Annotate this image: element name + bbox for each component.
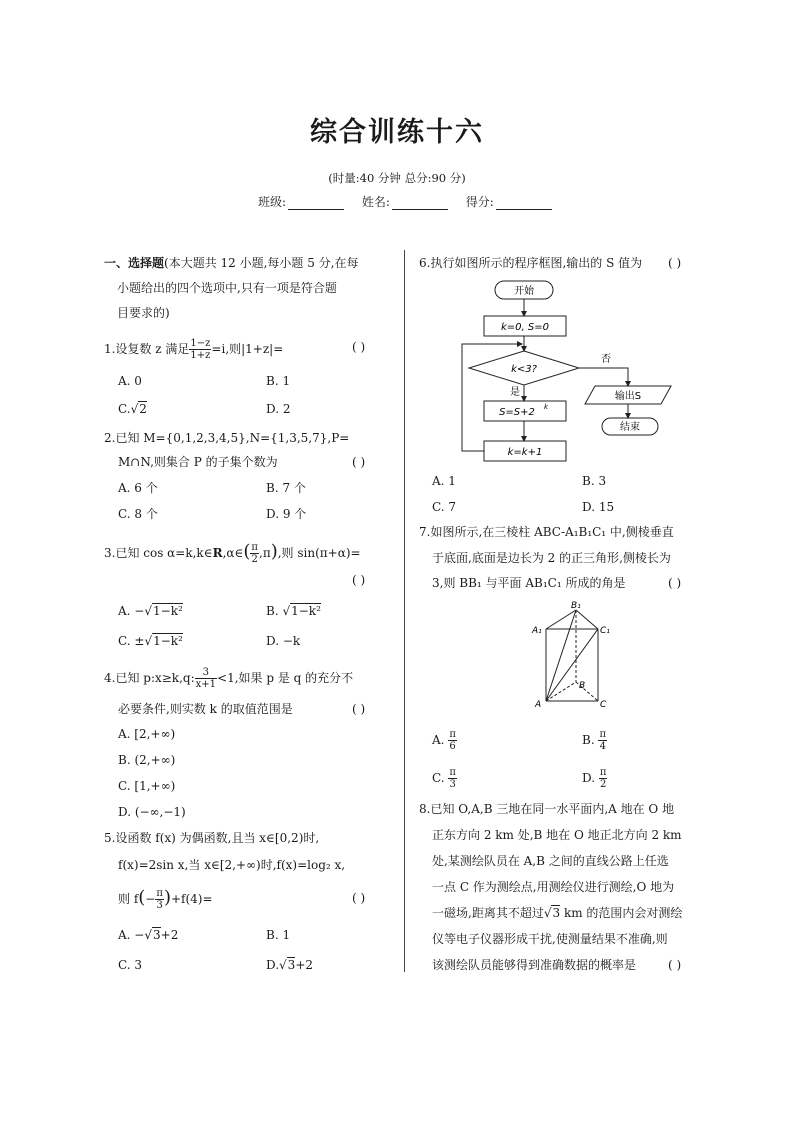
- q4-numerator: 3: [195, 667, 217, 679]
- q6-option-c: C. 7: [432, 500, 457, 514]
- q7-c-den: 3: [449, 779, 456, 790]
- q4-text-a: 4.已知 p:x≥k,q:: [104, 671, 195, 685]
- q2-answer-paren: ( ): [352, 455, 366, 469]
- q3-answer-paren: ( ): [352, 573, 366, 587]
- q7-d-den: 2: [599, 779, 607, 790]
- q7-c-prefix: C.: [432, 771, 445, 785]
- fc-start-label: 开始: [514, 286, 534, 297]
- section-intro-2: 小题给出的四个选项中,只有一项是符合题: [117, 281, 337, 295]
- class-label: 班级:: [258, 195, 287, 209]
- q2-option-a: A. 6 个: [118, 481, 158, 495]
- q6-flowchart: [455, 278, 695, 470]
- q8-line-6: 仪等电子仪器形成干扰,使测量结果不准确,则: [432, 932, 668, 946]
- fc-no-label: 否: [601, 354, 611, 365]
- q7-b-prefix: B.: [582, 733, 595, 747]
- q5-line-2: f(x)=2sin x,当 x∈[2,+∞)时,f(x)=log₂ x,: [118, 858, 346, 872]
- q5-fraction: [155, 888, 164, 911]
- fc-increment-label: k=k+1: [507, 447, 543, 458]
- q3-b-prefix: B.: [266, 604, 283, 618]
- q7-c-fraction: [448, 767, 457, 790]
- q5-text-b: +f(4)=: [170, 892, 213, 906]
- page-title: 综合训练十六: [310, 117, 484, 148]
- q6-option-b: B. 3: [582, 474, 607, 488]
- q5-text-a: 则 f: [118, 892, 139, 906]
- q8-line-7: 该测绘队员能够得到准确数据的概率是: [432, 958, 637, 972]
- q3-text-a: 3.已知 cos α=k,k∈: [104, 546, 213, 560]
- score-label: 得分:: [465, 195, 494, 209]
- q1-c-prefix: C.: [118, 402, 131, 416]
- q1-answer-paren: ( ): [352, 340, 366, 354]
- q4-option-b: B. (2,+∞): [118, 753, 176, 767]
- q3-numerator: π: [251, 542, 258, 553]
- q5-d-prefix: D.: [266, 958, 280, 972]
- column-divider: [404, 250, 405, 972]
- q3-option-b: B. √1−k²: [266, 604, 321, 618]
- q1-text-a: 1.设复数 z 满足: [104, 342, 190, 356]
- class-blank: [288, 197, 344, 210]
- q6-line-1: 6.执行如图所示的程序框图,输出的 S 值为: [419, 256, 643, 270]
- q7-answer-paren: ( ): [668, 576, 682, 590]
- q5-option-c: C. 3: [118, 958, 143, 972]
- q5-numerator: π: [156, 888, 163, 899]
- q4-option-d: D. (−∞,−1): [118, 805, 186, 819]
- q7-d-fraction: [599, 767, 608, 790]
- q5-a-radicand: 3: [153, 928, 161, 942]
- q3-stem: [104, 542, 361, 565]
- label-b1: B₁: [571, 601, 581, 611]
- q4-denominator: x+1: [195, 679, 217, 690]
- q7-d-num: π: [599, 767, 607, 778]
- q7-b-num: π: [599, 729, 607, 740]
- section-heading-line: [104, 256, 359, 270]
- q3-lparen: (: [243, 541, 251, 562]
- q8-l5-radicand: 3: [552, 906, 561, 920]
- q5-d-radicand: 3: [287, 958, 296, 972]
- q4-stem: [104, 667, 353, 690]
- score-blank: [496, 197, 552, 210]
- label-b: B: [579, 681, 586, 691]
- q4-fraction: [195, 667, 217, 690]
- q6-option-a: A. 1: [432, 474, 456, 488]
- q6-answer-paren: ( ): [668, 256, 682, 270]
- q7-a-num: π: [449, 729, 456, 740]
- q5-line-1: 5.设函数 f(x) 为偶函数,且当 x∈[0,2)时,: [104, 831, 320, 845]
- q5-rparen: ): [163, 887, 171, 908]
- q4-option-c: C. [1,+∞): [118, 779, 176, 793]
- q7-d-prefix: D.: [582, 771, 596, 785]
- q1-c-radicand: 2: [139, 402, 147, 416]
- q1-option-c: C.√2: [118, 402, 147, 416]
- q2-option-b: B. 7 个: [266, 481, 306, 495]
- q3-option-d: D. −k: [266, 634, 301, 648]
- q3-denominator: 2: [251, 554, 258, 565]
- q8-line-1: 8.已知 O,A,B 三地在同一水平面内,A 地在 O 地: [419, 802, 675, 816]
- q1-fraction: [189, 338, 211, 361]
- q7-option-a: [432, 729, 457, 752]
- q8-l5-b: km 的范围内会对测绘: [560, 906, 683, 920]
- name-blank: [392, 197, 448, 210]
- q6-option-d: D. 15: [582, 500, 615, 514]
- q4-option-a: A. [2,+∞): [118, 727, 176, 741]
- q5-option-d: D.√3+2: [266, 958, 314, 972]
- q7-a-den: 6: [449, 741, 456, 752]
- fc-end-label: 结束: [620, 422, 640, 433]
- q8-l5-a: 一磁场,距离其不超过: [432, 906, 544, 920]
- q3-text-d: ,则 sin(π+α)=: [277, 546, 361, 560]
- q3-b-radicand: 1−k²: [291, 604, 321, 618]
- q4-text-b: <1,如果 p 是 q 的充分不: [217, 671, 354, 685]
- q8-answer-paren: ( ): [668, 958, 682, 972]
- q3-option-c: C. ±√1−k²: [118, 634, 183, 648]
- label-c: C: [600, 700, 607, 710]
- q3-option-a: A. −√1−k²: [118, 604, 183, 618]
- q5-minus: −: [145, 892, 156, 906]
- q8-line-4: 一点 C 作为测绘点,用测绘仪进行测绘,O 地为: [432, 880, 675, 894]
- label-a1: A₁: [532, 626, 542, 636]
- q7-a-prefix: A.: [432, 733, 445, 747]
- q3-text-c: ,π: [259, 546, 271, 560]
- q7-b-den: 4: [599, 741, 606, 752]
- section-heading: 一、选择题: [104, 256, 165, 270]
- q1-text-b: =i,则|1+z|=: [211, 342, 284, 356]
- fc-init-label: k=0, S=0: [501, 322, 549, 333]
- q5-answer-paren: ( ): [352, 891, 366, 905]
- q7-option-b: [582, 729, 607, 752]
- exam-info: (时量:40 分钟 总分:90 分): [328, 171, 466, 185]
- q1-option-b: B. 1: [266, 374, 291, 388]
- q2-option-d: D. 9 个: [266, 507, 307, 521]
- fc-update-label: S=S+2: [499, 407, 535, 418]
- q3-a-radicand: 1−k²: [153, 604, 183, 618]
- q1-stem: [104, 338, 283, 361]
- q4-answer-paren: ( ): [352, 702, 366, 716]
- label-c1: C₁: [600, 626, 610, 636]
- student-fields: [258, 193, 552, 210]
- q7-option-d: [582, 767, 607, 790]
- q7-option-c: [432, 767, 457, 790]
- q4-line-2: 必要条件,则实数 k 的取值范围是: [118, 702, 293, 716]
- section-intro-1: (本大题共 12 小题,每小题 5 分,在每: [164, 256, 359, 270]
- q5-option-a: A. −√3+2: [118, 928, 179, 942]
- q2-option-c: C. 8 个: [118, 507, 158, 521]
- q5-denominator: 3: [156, 900, 163, 911]
- q5-option-b: B. 1: [266, 928, 291, 942]
- section-intro-3: 目要求的): [117, 306, 170, 320]
- q5-line-3: [118, 888, 213, 911]
- q5-d-suffix: +2: [295, 958, 314, 972]
- q1-denominator: 1+z: [190, 350, 211, 361]
- q7-c-num: π: [449, 767, 456, 778]
- q7-line-1: 7.如图所示,在三棱柱 ABC-A₁B₁C₁ 中,侧棱垂直: [419, 525, 674, 539]
- q5-a-suffix: +2: [160, 928, 179, 942]
- fc-output-label: 输出S: [614, 391, 642, 402]
- q8-line-5: 一磁场,距离其不超过√3 km 的范围内会对测绘: [432, 906, 683, 920]
- q1-option-d: D. 2: [266, 402, 291, 416]
- q1-numerator: 1−z: [190, 338, 211, 349]
- q7-line-3: 3,则 BB₁ 与平面 AB₁C₁ 所成的角是: [432, 576, 626, 590]
- q3-a-prefix: A. −: [118, 604, 145, 618]
- q8-line-2: 正东方向 2 km 处,B 地在 O 地正北方向 2 km: [432, 828, 682, 842]
- q3-reals: R: [212, 546, 223, 560]
- fc-condition-label: k<3?: [511, 364, 537, 375]
- q3-c-prefix: C. ±: [118, 634, 145, 648]
- q3-text-b: ,α∈: [222, 546, 244, 560]
- q7-a-fraction: [448, 729, 457, 752]
- label-a: A: [535, 700, 542, 710]
- q3-fraction: [250, 542, 259, 565]
- q2-line-1: 2.已知 M={0,1,2,3,4,5},N={1,3,5,7},P=: [104, 431, 350, 445]
- q2-line-2: M∩N,则集合 P 的子集个数为: [118, 455, 278, 469]
- fc-update-exponent: k: [544, 403, 549, 411]
- q5-lparen: (: [138, 887, 146, 908]
- name-label: 姓名:: [361, 195, 390, 209]
- q7-prism-figure: [528, 597, 618, 715]
- q7-b-fraction: [598, 729, 607, 752]
- q8-line-3: 处,某测绘队员在 A,B 之间的直线公路上任选: [432, 854, 669, 868]
- q7-line-2: 于底面,底面是边长为 2 的正三角形,侧棱长为: [432, 551, 671, 565]
- q5-a-prefix: A. −: [118, 928, 145, 942]
- fc-yes-label: 是: [510, 387, 520, 398]
- q1-option-a: A. 0: [118, 374, 142, 388]
- q3-rparen: ): [270, 541, 278, 562]
- q3-c-radicand: 1−k²: [153, 634, 183, 648]
